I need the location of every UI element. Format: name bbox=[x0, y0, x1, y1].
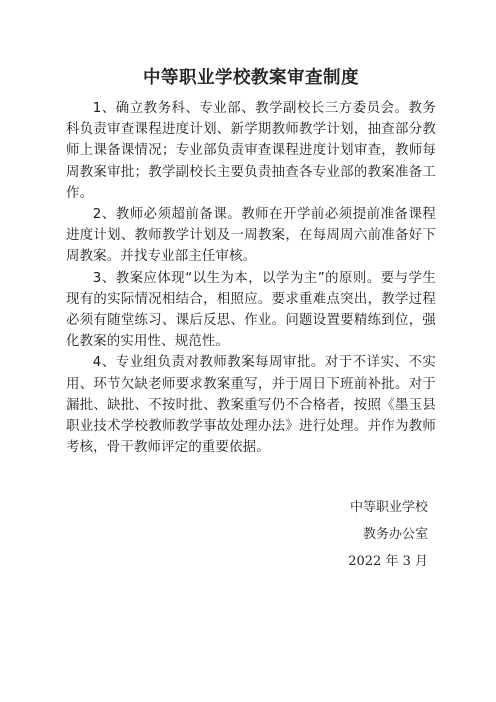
signature-date: 2022 年 3 月 bbox=[348, 554, 428, 569]
signature-office: 教务办公室 bbox=[362, 527, 428, 542]
signature-block bbox=[348, 494, 428, 575]
paragraph-1: 1、确立教务科、专业部、教学副校长三方委员会。教务科负责审查课程进度计划、新学期教师教学计划，抽查部分教师上课备课情况；专业部负责审查课程进度计划审查，教师每周教案审批；教学副校长主要负责抽查各专业部的教案准备工作。 bbox=[66, 101, 436, 201]
paragraph-3: 3、教案应体现“以生为本，以学为主”的原则。要与学生现有的实际情况相结合，相照应。要求重难点突出，教学过程必须有随堂练习、课后反思、作业。问题设置要精练到位，强化教案的实用性、规范性。 bbox=[66, 270, 436, 350]
signature-organization: 中等职业学校 bbox=[349, 500, 428, 515]
paragraph-4: 4、专业组负责对教师教案每周审批。对于不详实、不实用、环节欠缺老师要求教案重写，并于周日下班前补批。对于漏批、缺批、不按时批、教案重写仍不合格者，按照《墨玉县职业技术学校教师教学事故处理办法》进行处理。并作为教师考核，骨干教师评定的重要依据。 bbox=[66, 355, 436, 456]
paragraph-2: 2、教师必须超前备课。教师在开学前必须提前准备课程进度计划、教师教学计划及一周教案，在每周周六前准备好下周教案。并找专业部主任审核。 bbox=[66, 207, 436, 265]
document-title: 中等职业学校教案审查制度 bbox=[143, 68, 359, 88]
